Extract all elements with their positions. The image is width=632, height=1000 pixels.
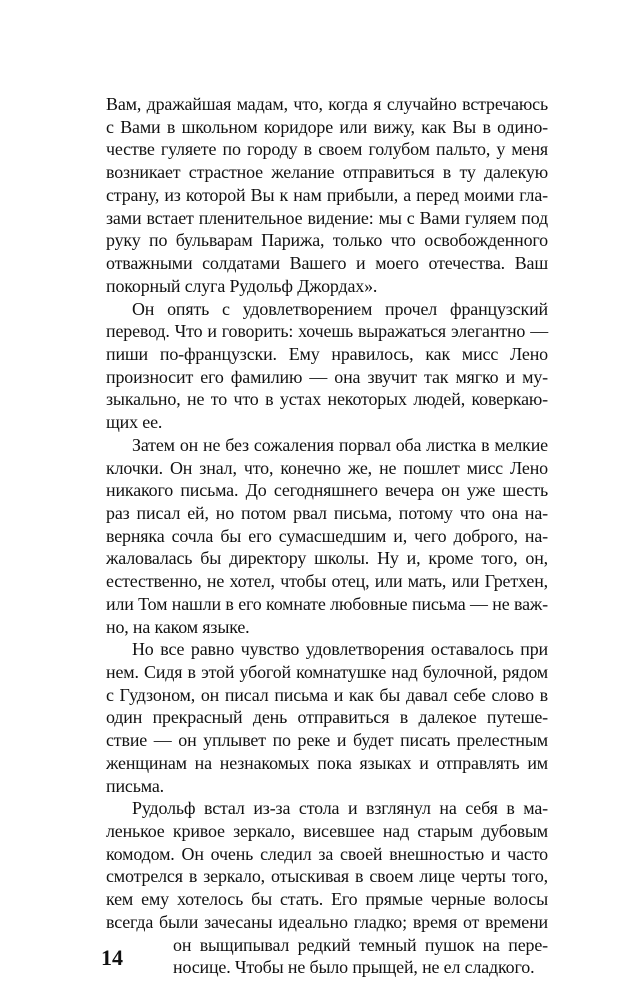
text-line: честве гуляете по городу в своем голубом пальто, у меня xyxy=(106,139,548,160)
text-line: щих ее. xyxy=(106,412,163,433)
text-line: нем. Сидя в этой убогой комнатушке над булочной, рядом xyxy=(106,661,548,682)
text-line: комодом. Он очень следил за своей внешностью и часто xyxy=(106,843,548,864)
text-line: произносит его фамилию — она звучит так мягко и му- xyxy=(106,366,548,387)
text-line: жаловалась бы директору школы. Ну и, кроме того, он, xyxy=(106,548,548,569)
text-line: отважными солдатами Вашего и моего отечества. Ваш xyxy=(106,253,548,273)
text-line: зыкально, не то что в устах некоторых людей, коверкаю- xyxy=(106,389,548,410)
text-line: перевод. Что и говорить: хочешь выражаться элегантно — xyxy=(106,321,548,342)
text-line: никакого письма. До сегодняшнего вечера он уже шесть xyxy=(106,480,548,501)
text-line: страну, из которой Вы к нам прибыли, а перед моими гла- xyxy=(106,184,548,205)
text-line: возникает страстное желание отправиться в ту далекую xyxy=(106,162,548,183)
text-line: письма. xyxy=(106,775,164,796)
text-line: или Том нашли в его комнате любовные письма — не важ- xyxy=(106,593,548,614)
text-line: кем ему хотелось бы стать. Его прямые черные волосы xyxy=(106,889,548,910)
text-line: покорный слуга Рудольф Джордах». xyxy=(106,275,378,296)
text-line: всегда были зачесаны идеально гладко; время от времени xyxy=(106,911,548,932)
text-line: зами встает пленительное видение: мы с Вами гуляем под xyxy=(106,207,548,228)
text-line: ленькое кривое зеркало, висевшее над старым дубовым xyxy=(106,821,548,841)
text-line: Он опять с удовлетворением прочел французский xyxy=(132,298,548,319)
text-line: носице. Чтобы не было прыщей, не ел сладкого. xyxy=(173,957,535,978)
text-line: пиши по-французски. Ему нравилось, как мисс Лено xyxy=(106,343,548,364)
page-number: 14 xyxy=(101,944,123,970)
text-line: с Гудзоном, он писал письма и как бы давал себе слово в xyxy=(106,684,548,705)
text-line: один прекрасный день отправиться в далекое путеше- xyxy=(106,707,548,728)
text-line: верняка сочла бы его сумасшедшим и, чего доброго, на- xyxy=(106,525,548,546)
text-line: естественно, не хотел, чтобы отец, или мать, или Гретхен, xyxy=(106,571,548,592)
text-line: Затем он не без сожаления порвал оба листка в мелкие xyxy=(132,434,548,455)
text-line: раз писал ей, но потом рвал письма, потому что она на- xyxy=(106,502,548,523)
text-line: руку по бульварам Парижа, только что освобожденного xyxy=(106,230,548,251)
text-line: Рудольф встал из-за стола и взглянул на себя в ма- xyxy=(132,798,548,819)
text-line: клочки. Он знал, что, конечно же, не пошлет мисс Лено xyxy=(106,457,548,478)
text-line: но, на каком языке. xyxy=(106,616,250,637)
text-line: Но все равно чувство удовлетворения оставалось при xyxy=(132,639,548,660)
text-line: женщинам на незнакомых пока языках и отправлять им xyxy=(106,752,548,773)
text-line: он выщипывал редкий темный пушок на пере- xyxy=(173,934,548,955)
text-line: Вам, дражайшая мадам, что, когда я случайно встречаюсь xyxy=(106,94,548,114)
text-line: с Вами в школьном коридоре или вижу, как Вы в одино- xyxy=(106,116,548,137)
text-line: ствие — он уплывет по реке и будет писать прелестным xyxy=(106,730,548,751)
text-line: смотрелся в зеркало, отыскивая в своем лице черты того, xyxy=(106,866,548,887)
